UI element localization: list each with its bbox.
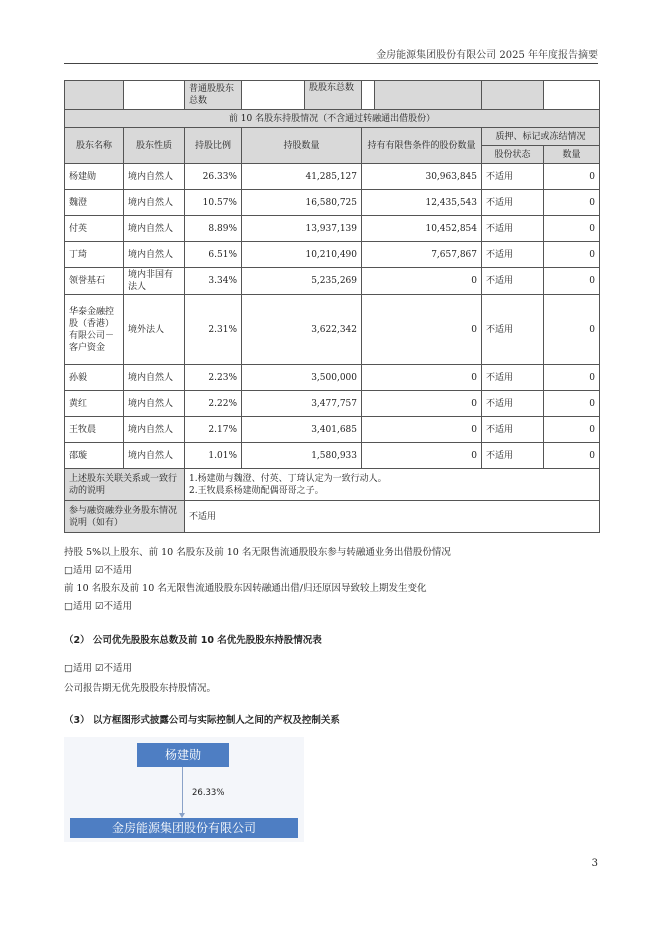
header-nature: 股东性质 xyxy=(124,128,185,164)
table-row xyxy=(65,469,600,501)
holder-qty: 0 xyxy=(544,443,600,469)
ownership-diagram xyxy=(64,737,304,842)
relation-text-2: 2.王牧晨系杨建勋配偶哥哥之子。 xyxy=(189,485,324,496)
holder-status: 不适用 xyxy=(482,365,544,391)
holder-nature: 境外法人 xyxy=(124,295,185,365)
holder-ratio: 10.57% xyxy=(185,190,242,216)
table-row xyxy=(65,295,600,365)
holder-restricted: 0 xyxy=(362,365,482,391)
section-heading-2: （2） 公司优先股股东总数及前 10 名优先股股东持股情况表 xyxy=(64,635,322,646)
holder-qty: 0 xyxy=(544,164,600,190)
table-row xyxy=(65,417,600,443)
holder-status: 不适用 xyxy=(482,268,544,295)
holder-name: 付英 xyxy=(65,216,124,242)
margin-text: 不适用 xyxy=(185,501,600,533)
holder-name: 黄红 xyxy=(65,391,124,417)
holder-name: 领誉基石 xyxy=(65,268,124,295)
holder-name: 丁琦 xyxy=(65,242,124,268)
holder-quantity: 41,285,127 xyxy=(242,164,362,190)
holder-status: 不适用 xyxy=(482,443,544,469)
holder-status: 不适用 xyxy=(482,164,544,190)
holder-qty: 0 xyxy=(544,417,600,443)
applicability-checkbox: □适用 ☑不适用 xyxy=(64,663,133,674)
holder-ratio: 1.01% xyxy=(185,443,242,469)
holder-quantity: 3,401,685 xyxy=(242,417,362,443)
holder-restricted: 0 xyxy=(362,391,482,417)
controller-box: 杨建勋 xyxy=(137,743,229,767)
holder-nature: 境内自然人 xyxy=(124,365,185,391)
relation-text-1: 1.杨建勋与魏澄、付英、丁琦认定为一致行动人。 xyxy=(189,473,387,484)
margin-label: 参与融资融券业务股东情况说明（如有） xyxy=(65,501,185,533)
holder-qty: 0 xyxy=(544,268,600,295)
table-row xyxy=(65,365,600,391)
section-title: 前 10 名股东持股情况（不含通过转融通出借股份） xyxy=(65,110,600,128)
table-row xyxy=(65,81,600,110)
holder-qty: 0 xyxy=(544,391,600,417)
header-quantity: 持股数量 xyxy=(242,128,362,164)
shareholder-table xyxy=(64,80,600,533)
page-number: 3 xyxy=(591,858,598,869)
table-row xyxy=(65,268,600,295)
holder-restricted: 10,452,854 xyxy=(362,216,482,242)
holder-ratio: 26.33% xyxy=(185,164,242,190)
table-row xyxy=(65,391,600,417)
holders-total-label: 股股东总数 xyxy=(305,81,361,109)
holder-nature: 境内自然人 xyxy=(124,164,185,190)
table-row xyxy=(65,110,600,128)
holder-quantity: 3,477,757 xyxy=(242,391,362,417)
holder-nature: 境内非国有法人 xyxy=(124,268,185,295)
holder-status: 不适用 xyxy=(482,417,544,443)
holder-ratio: 2.17% xyxy=(185,417,242,443)
preferred-paragraph: 公司报告期无优先股股东持股情况。 xyxy=(64,683,217,694)
holder-status: 不适用 xyxy=(482,391,544,417)
header-pledge-qty: 数量 xyxy=(544,146,600,164)
section-heading-3: （3） 以方框图形式披露公司与实际控制人之间的产权及控制关系 xyxy=(64,715,340,726)
holder-nature: 境内自然人 xyxy=(124,391,185,417)
ownership-percentage: 26.33% xyxy=(192,788,225,798)
holder-ratio: 3.34% xyxy=(185,268,242,295)
table-row xyxy=(65,190,600,216)
holder-ratio: 2.31% xyxy=(185,295,242,365)
holder-nature: 境内自然人 xyxy=(124,417,185,443)
holder-status: 不适用 xyxy=(482,295,544,365)
holder-restricted: 0 xyxy=(362,443,482,469)
holder-ratio: 8.89% xyxy=(185,216,242,242)
holder-quantity: 10,210,490 xyxy=(242,242,362,268)
holder-restricted: 12,435,543 xyxy=(362,190,482,216)
holder-quantity: 5,235,269 xyxy=(242,268,362,295)
holder-quantity: 3,500,000 xyxy=(242,365,362,391)
holder-quantity: 16,580,725 xyxy=(242,190,362,216)
holder-restricted: 30,963,845 xyxy=(362,164,482,190)
holder-name: 邵璇 xyxy=(65,443,124,469)
holder-name: 孙毅 xyxy=(65,365,124,391)
header-name: 股东名称 xyxy=(65,128,124,164)
holder-qty: 0 xyxy=(544,190,600,216)
header-pledge-status: 股份状态 xyxy=(482,146,544,164)
holder-name: 华泰金融控股（香港）有限公司－客户资金 xyxy=(65,295,124,365)
table-row xyxy=(65,242,600,268)
holder-name: 杨建勋 xyxy=(65,164,124,190)
holder-restricted: 0 xyxy=(362,268,482,295)
holder-qty: 0 xyxy=(544,242,600,268)
applicability-checkbox: □适用 ☑不适用 xyxy=(64,601,133,612)
holder-nature: 境内自然人 xyxy=(124,443,185,469)
holder-qty: 0 xyxy=(544,216,600,242)
holder-nature: 境内自然人 xyxy=(124,216,185,242)
applicability-checkbox: □适用 ☑不适用 xyxy=(64,565,133,576)
header-rule xyxy=(64,63,598,64)
common-holders-label: 普通股股东总数 xyxy=(185,81,242,110)
holder-nature: 境内自然人 xyxy=(124,242,185,268)
table-row xyxy=(65,216,600,242)
table-row xyxy=(65,164,600,190)
change-paragraph: 前 10 名股东及前 10 名无限售流通股股东因转融通出借/归还原因导致较上期发生变化 xyxy=(64,583,427,594)
table-row xyxy=(65,501,600,533)
holder-ratio: 2.23% xyxy=(185,365,242,391)
holder-quantity: 13,937,139 xyxy=(242,216,362,242)
holder-name: 王牧晨 xyxy=(65,417,124,443)
holder-nature: 境内自然人 xyxy=(124,190,185,216)
holder-qty: 0 xyxy=(544,295,600,365)
holder-ratio: 2.22% xyxy=(185,391,242,417)
holder-ratio: 6.51% xyxy=(185,242,242,268)
holder-status: 不适用 xyxy=(482,216,544,242)
relation-label: 上述股东关联关系或一致行动的说明 xyxy=(65,469,185,501)
holder-qty: 0 xyxy=(544,365,600,391)
table-row xyxy=(65,443,600,469)
holder-quantity: 3,622,342 xyxy=(242,295,362,365)
holder-name: 魏澄 xyxy=(65,190,124,216)
table-header-row xyxy=(65,128,600,146)
page-header: 金房能源集团股份有限公司 2025 年年度报告摘要 xyxy=(376,50,598,61)
holder-status: 不适用 xyxy=(482,242,544,268)
holder-restricted: 0 xyxy=(362,295,482,365)
ownership-arrow xyxy=(182,767,183,815)
lending-paragraph: 持股 5%以上股东、前 10 名股东及前 10 名无限售流通股股东参与转融通业务出借股份情况 xyxy=(64,547,451,558)
holder-restricted: 7,657,867 xyxy=(362,242,482,268)
company-box: 金房能源集团股份有限公司 xyxy=(70,818,298,838)
holder-quantity: 1,580,933 xyxy=(242,443,362,469)
holder-restricted: 0 xyxy=(362,417,482,443)
header-pledge-group: 质押、标记或冻结情况 xyxy=(482,128,600,146)
holder-status: 不适用 xyxy=(482,190,544,216)
header-ratio: 持股比例 xyxy=(185,128,242,164)
header-restricted: 持有有限售条件的股份数量 xyxy=(362,128,482,164)
